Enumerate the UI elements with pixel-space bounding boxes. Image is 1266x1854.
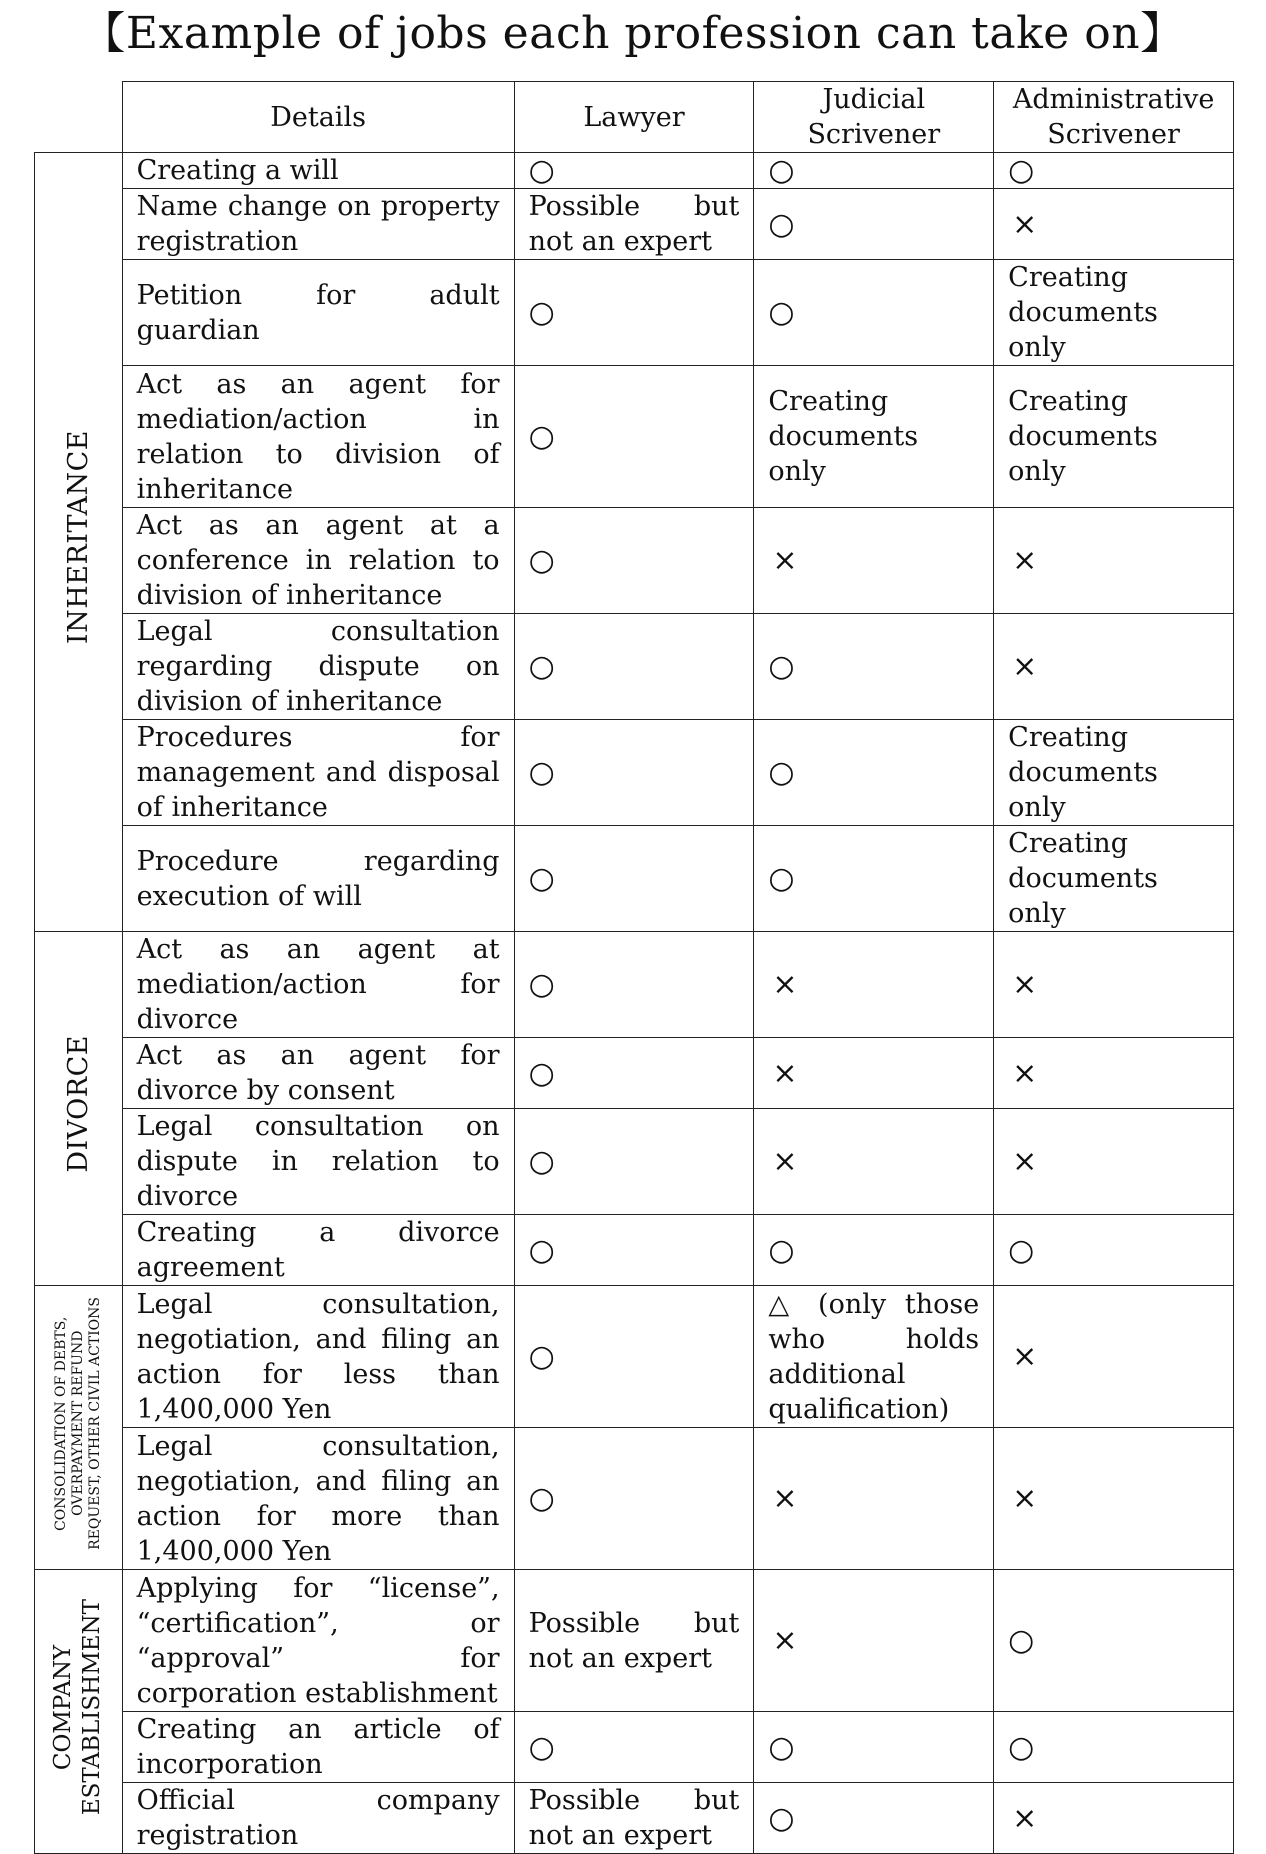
admin-cell: ○ xyxy=(994,1570,1234,1712)
table-row xyxy=(35,508,1234,614)
admin-cell: × xyxy=(994,614,1234,720)
category-civil-line1: CONSOLIDATION OF DEBTS, xyxy=(52,1315,69,1531)
details-cell: Official company registration xyxy=(122,1783,514,1854)
table-row xyxy=(35,1428,1234,1570)
judicial-cell: ○ xyxy=(754,1215,994,1286)
admin-cell: × xyxy=(994,1286,1234,1428)
lawyer-cell: Possible but not an expert xyxy=(514,189,754,260)
category-civil-actions-label xyxy=(53,1297,104,1550)
table-row xyxy=(35,153,1234,189)
judicial-cell: ○ xyxy=(754,614,994,720)
header-judicial-line2: Scrivener xyxy=(807,119,941,150)
table-row xyxy=(35,1712,1234,1783)
judicial-cell: ○ xyxy=(754,720,994,826)
page-title: 【Example of jobs each profession can take on】 xyxy=(81,8,1185,59)
table-row xyxy=(35,189,1234,260)
details-cell: Name change on property registration xyxy=(122,189,514,260)
judicial-cell: × xyxy=(754,1428,994,1570)
lawyer-cell: ○ xyxy=(514,1712,754,1783)
category-divorce xyxy=(35,932,123,1286)
judicial-cell: × xyxy=(754,508,994,614)
details-cell: Procedure regarding execution of will xyxy=(122,826,514,932)
lawyer-cell: Possible but not an expert xyxy=(514,1783,754,1854)
category-company-line1: COMPANY xyxy=(50,1644,77,1770)
header-judicial-scrivener xyxy=(754,82,994,153)
admin-cell: × xyxy=(994,1428,1234,1570)
admin-cell: ○ xyxy=(994,153,1234,189)
table-row xyxy=(35,1215,1234,1286)
admin-cell: Creating documents only xyxy=(994,366,1234,508)
category-company-establishment xyxy=(35,1570,123,1854)
header-details: Details xyxy=(122,82,514,153)
lawyer-cell: ○ xyxy=(514,366,754,508)
profession-table xyxy=(34,81,1234,1854)
lawyer-cell: ○ xyxy=(514,826,754,932)
judicial-cell: × xyxy=(754,1570,994,1712)
lawyer-cell: ○ xyxy=(514,1428,754,1570)
details-cell: Legal consultation regarding dispute on division of inheritance xyxy=(122,614,514,720)
judicial-cell: ○ xyxy=(754,260,994,366)
details-cell: Act as an agent for divorce by consent xyxy=(122,1038,514,1109)
admin-cell: Creating documents only xyxy=(994,826,1234,932)
table-row xyxy=(35,366,1234,508)
admin-cell: × xyxy=(994,189,1234,260)
category-company-line2: ESTABLISHMENT xyxy=(79,1598,106,1816)
header-row xyxy=(35,82,1234,153)
details-cell: Legal consultation, negotiation, and filing an action for less than 1,400,000 Yen xyxy=(122,1286,514,1428)
judicial-cell: × xyxy=(754,1038,994,1109)
table-row xyxy=(35,826,1234,932)
details-cell: Applying for “license”, “certification”, or “approval” for corporation establishment xyxy=(122,1570,514,1712)
admin-cell: × xyxy=(994,932,1234,1038)
details-cell: Procedures for management and disposal of inheritance xyxy=(122,720,514,826)
lawyer-cell: ○ xyxy=(514,614,754,720)
category-civil-actions xyxy=(35,1286,123,1570)
details-cell: Petition for adult guardian xyxy=(122,260,514,366)
category-inheritance xyxy=(35,153,123,932)
category-company-label xyxy=(49,1599,107,1815)
judicial-cell: ○ xyxy=(754,1712,994,1783)
header-administrative-scrivener xyxy=(994,82,1234,153)
header-judicial-line1: Judicial xyxy=(822,84,926,115)
admin-cell: × xyxy=(994,1109,1234,1215)
table-row xyxy=(35,1286,1234,1428)
table-row xyxy=(35,720,1234,826)
admin-cell: × xyxy=(994,1038,1234,1109)
header-admin-line1: Administrative xyxy=(1012,84,1215,115)
admin-cell: Creating documents only xyxy=(994,260,1234,366)
table-row xyxy=(35,1783,1234,1854)
judicial-cell: × xyxy=(754,932,994,1038)
details-cell: Act as an agent at a conference in relation to division of inheritance xyxy=(122,508,514,614)
corner-cell xyxy=(35,82,123,153)
table-row xyxy=(35,1109,1234,1215)
lawyer-cell: ○ xyxy=(514,932,754,1038)
details-cell: Legal consultation, negotiation, and filing an action for more than 1,400,000 Yen xyxy=(122,1428,514,1570)
judicial-cell: △ (only those who holds additional qualification) xyxy=(754,1286,994,1428)
judicial-cell: × xyxy=(754,1109,994,1215)
table-row xyxy=(35,932,1234,1038)
details-cell: Creating an article of incorporation xyxy=(122,1712,514,1783)
judicial-cell: Creating documents only xyxy=(754,366,994,508)
details-cell: Act as an agent for mediation/action in relation to division of inheritance xyxy=(122,366,514,508)
admin-cell: × xyxy=(994,1783,1234,1854)
judicial-cell: ○ xyxy=(754,189,994,260)
header-lawyer: Lawyer xyxy=(514,82,754,153)
admin-cell: ○ xyxy=(994,1215,1234,1286)
table-row xyxy=(35,260,1234,366)
table-row xyxy=(35,1038,1234,1109)
header-admin-line2: Scrivener xyxy=(1047,119,1180,150)
judicial-cell: ○ xyxy=(754,153,994,189)
lawyer-cell: ○ xyxy=(514,153,754,189)
admin-cell: ○ xyxy=(994,1712,1234,1783)
admin-cell: × xyxy=(994,508,1234,614)
details-cell: Creating a will xyxy=(122,153,514,189)
category-civil-line3: REQUEST, OTHER CIVIL ACTIONS xyxy=(86,1296,103,1550)
details-cell: Act as an agent at mediation/action for divorce xyxy=(122,932,514,1038)
lawyer-cell: ○ xyxy=(514,508,754,614)
lawyer-cell: ○ xyxy=(514,720,754,826)
lawyer-cell: ○ xyxy=(514,1215,754,1286)
admin-cell: Creating documents only xyxy=(994,720,1234,826)
category-divorce-label: DIVORCE xyxy=(62,1035,94,1173)
details-cell: Legal consultation on dispute in relation to divorce xyxy=(122,1109,514,1215)
judicial-cell: ○ xyxy=(754,826,994,932)
details-cell: Creating a divorce agreement xyxy=(122,1215,514,1286)
table-row xyxy=(35,1570,1234,1712)
lawyer-cell: ○ xyxy=(514,1286,754,1428)
category-civil-line2: OVERPAYMENT REFUND xyxy=(69,1330,86,1516)
lawyer-cell: ○ xyxy=(514,1038,754,1109)
table-row xyxy=(35,614,1234,720)
lawyer-cell: ○ xyxy=(514,1109,754,1215)
category-inheritance-label: INHERITANCE xyxy=(62,430,94,645)
judicial-cell: ○ xyxy=(754,1783,994,1854)
lawyer-cell: ○ xyxy=(514,260,754,366)
lawyer-cell: Possible but not an expert xyxy=(514,1570,754,1712)
